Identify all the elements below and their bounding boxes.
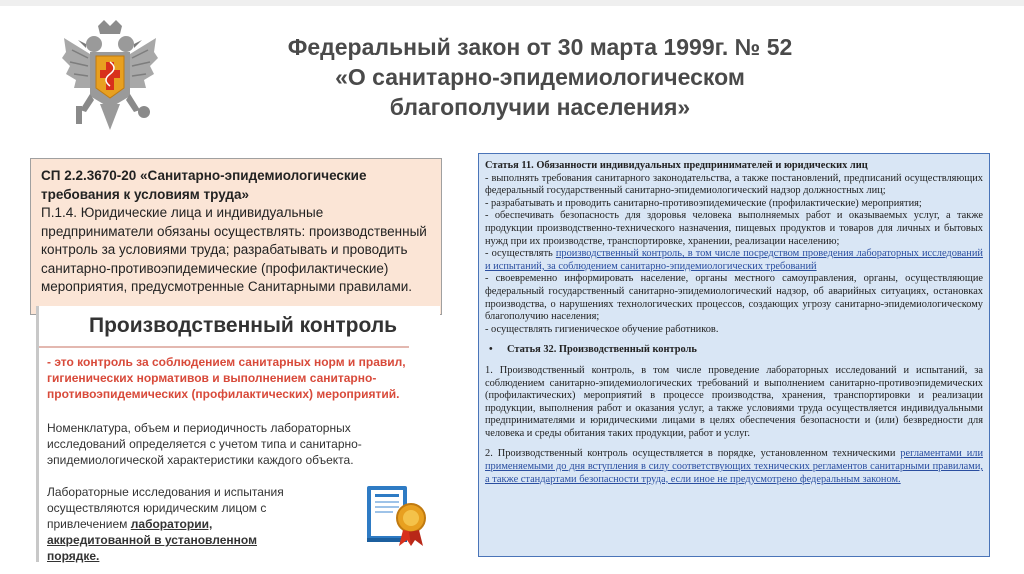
lab-accredited: лаборатории, аккредитованной в установленном порядке. <box>47 517 257 563</box>
title-underline <box>39 346 409 348</box>
title-line-2: «О санитарно-эпидемиологическом <box>335 64 745 90</box>
production-control-definition: - это контроль за соблюдением санитарных норм и правил, гигиенических нормативов и выполнением санитарно-противоэпидемических (профилактических) мероприятий. <box>47 355 406 401</box>
rospotrebnadzor-eagle-emblem-icon <box>60 18 160 136</box>
production-control-panel <box>36 306 440 562</box>
article-11-item-6: - осуществлять гигиеническое обучение работников. <box>485 323 719 335</box>
production-control-link[interactable]: производственный контроль, в том числе посредством проведения лабораторных исследований и испытаний, за соблюдением санитарно-эпидемиологических требований <box>485 248 983 272</box>
article-11-item-5: - своевременно информировать население, органы местного самоуправления, органы, осуществляющие федеральный государственный санитарно-эпидемиологический надзор, об аварийных ситуациях, остановках производства, о нарушениях технологических процессов, создающих угрозу санитарно-эпидемиологическому благополучию населения; <box>485 273 983 323</box>
article-32-clause-2-text: 2. Производственный контроль осуществляется в порядке, установленном техническими <box>485 448 901 460</box>
article-32-clause-2 <box>485 448 983 486</box>
top-rule <box>0 0 1024 6</box>
book-seal-icon <box>361 476 431 548</box>
article-32-heading <box>485 344 983 357</box>
article-11-item-4-text: - осуществлять <box>485 248 556 260</box>
article-11-item-2: - разрабатывать и проводить санитарно-противоэпидемические (профилактические) мероприятия; <box>485 197 922 209</box>
article-11-heading: Статья 11. Обязанности индивидуальных предпринимателей и юридических лиц <box>485 160 868 171</box>
nomenclature-text: Номенклатура, объем и периодичность лабораторных исследований определяется с учетом типа и санитарно-эпидемиологической характеристики каждого объекта. <box>47 421 362 467</box>
page-title <box>190 32 890 122</box>
technical-regulations-link[interactable]: регламентами или применяемыми до дня вступления в силу соответствующих технических регламентов санитарными правилами, а также стандартами безопасности труда, если иное не предусмотрено федеральным законом. <box>485 448 983 485</box>
sp-body: П.1.4. Юридические лица и индивидуальные предприниматели обязаны осуществлять: производственный контроль за условиями труда; разрабатывать и проводить санитарно-противоэпидемические (профилактические) мероприятия, предусмотренные Санитарными правилами. <box>41 205 427 294</box>
article-32-heading-text: Статья 32. Производственный контроль <box>507 344 697 356</box>
bullet-mark: • <box>489 344 493 356</box>
title-line-1: Федеральный закон от 30 марта 1999г. № 52 <box>287 34 793 60</box>
title-line-3: благополучии населения» <box>389 94 691 120</box>
production-control-title: Производственный контроль <box>89 314 398 337</box>
article-11-item-4 <box>485 248 983 273</box>
lab-text-main: Лабораторные исследования и испытания осуществляются юридическим лицом с привлечением <box>47 485 284 531</box>
sp-heading-line-1: СП 2.2.3670-20 «Санитарно-эпидемиологические <box>41 168 367 183</box>
article-11-item-3: - обеспечивать безопасность для здоровья человека выполняемых работ и оказываемых услуг, а также продукции производственно-технического назначения, пищевых продуктов и товаров для личных и бытовых нужд при их производстве, транспортировке, хранении, реализации населению; <box>485 210 983 247</box>
sp-heading-line-2: требования к условиям труда» <box>41 186 249 202</box>
articles-box <box>478 153 990 557</box>
sanitary-rules-box <box>30 158 442 315</box>
article-11-item-1: - выполнять требования санитарного законодательства, а также постановлений, предписаний осуществляющих федеральный государственный санитарно-эпидемиологический надзор должностных лиц; <box>485 172 983 197</box>
article-32-clause-1: 1. Производственный контроль, в том числе проведение лабораторных исследований и испытаний, за соблюдением санитарно-эпидемиологических требований и выполнением санитарно-противоэпидемических (профилактических) мероприятий в процессе производства, хранения, транспортировки и реализации продукции, выполнения работ и оказания услуг, а также условиями труда осуществляется индивидуальными предпринимателями и юридическими лицами в целях обеспечения безопасности и (или) безвредности для человека и среды обитания таких продукции, работ и услуг. <box>485 364 983 439</box>
lab-text <box>47 484 307 564</box>
